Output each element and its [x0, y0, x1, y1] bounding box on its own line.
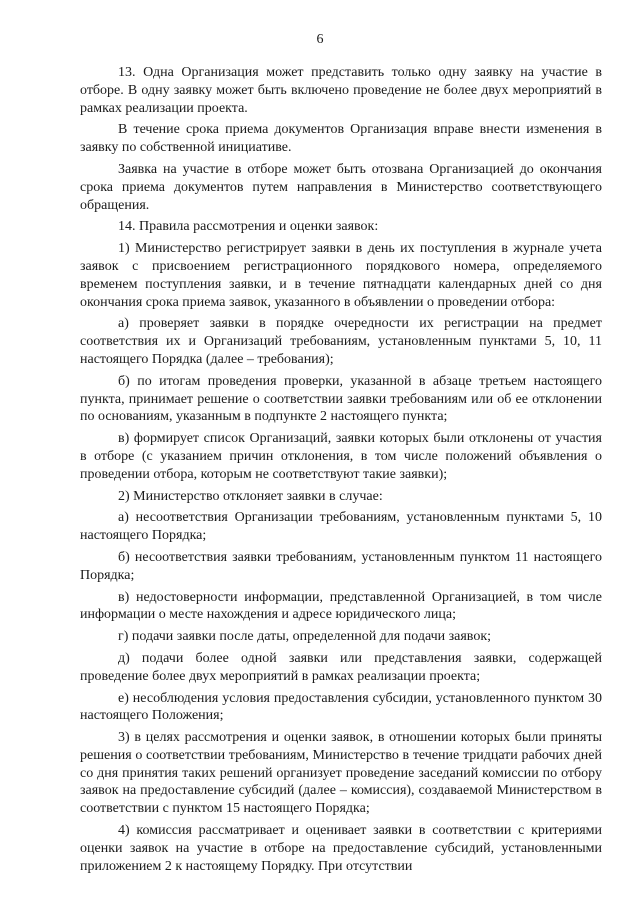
paragraph-2a: а) несоответствия Организации требованиям, установленным пунктами 5, 10 настоящего Порядка;	[80, 510, 602, 544]
paragraph-2b: б) несоответствия заявки требованиям, установленным пунктом 11 настоящего Порядка;	[80, 549, 602, 583]
paragraph-amend-application: В течение срока приема документов Организация вправе внести изменения в заявку по собственной инициативе.	[80, 122, 602, 156]
paragraph-1-registration: 1) Министерство регистрирует заявки в день их поступления в журнале учета заявок с присвоением регистрационного порядкового номера, определяемого временем поступления заявки, и в течение пятнадцати календарных дней со дня окончания срока приема заявок, указанного в объявлении о проведении отбора:	[80, 241, 602, 310]
paragraph-2d: г) подачи заявки после даты, определенной для подачи заявок;	[118, 629, 492, 645]
paragraph-2e: д) подачи более одной заявки или представления заявки, содержащей проведение более двух мероприятий в рамках реализации проекта;	[80, 650, 602, 684]
paragraph-2c: в) недостоверности информации, представленной Организацией, в том числе информации о месте нахождения и адресе юридического лица;	[80, 589, 602, 623]
paragraph-14-review-rules: 14. Правила рассмотрения и оценки заявок:	[118, 219, 379, 235]
paragraph-withdraw-application: Заявка на участие в отборе может быть отозвана Организацией до окончания срока приема документов путем направления в Министерство соответствующего обращения.	[80, 161, 602, 213]
page-number: 6	[316, 32, 324, 47]
paragraph-4-evaluation: 4) комиссия рассматривает и оценивает заявки в соответствии с критериями оценки заявок на участие в отборе на предоставление субсидий, установленными приложением 2 к настоящему Порядку. При отсутствии	[80, 823, 602, 874]
paragraph-3-commission: 3) в целях рассмотрения и оценки заявок, в отношении которых были приняты решения о соответствии требованиям, Министерство в течение тридцати рабочих дней со дня принятия таких решений организует проведение заседаний комиссии по отбору заявок на предоставление субсидий (далее – комиссия), создаваемой Министерством в соответствии с пунктом 15 настоящего Порядка;	[80, 730, 602, 817]
paragraph-2f: е) несоблюдения условия предоставления субсидии, установленного пунктом 30 настоящего Положения;	[80, 690, 602, 724]
paragraph-1a-check: а) проверяет заявки в порядке очередности их регистрации на предмет соответствия их и Организаций требованиям, установленным пунктами 5, 10, 11 настоящего Порядка (далее – требования);	[80, 316, 602, 367]
document-body	[80, 64, 602, 879]
paragraph-2-rejection-cases: 2) Министерство отклоняет заявки в случае:	[118, 488, 383, 504]
paragraph-13-one-application: 13. Одна Организация может представить только одну заявку на участие в отборе. В одну заявку может быть включено проведение не более двух мероприятий в рамках реализации проекта.	[80, 65, 602, 116]
paragraph-1c-rejected-list: в) формирует список Организаций, заявки которых были отклонены от участия в отборе (с указанием причин отклонения, в том числе положений объявления о проведении отбора, которым не соответствуют такие заявки);	[80, 431, 602, 482]
paragraph-1b-decision: б) по итогам проведения проверки, указанной в абзаце третьем настоящего пункта, принимает решение о соответствии заявки требованиям или об ее отклонении по основаниям, указанным в подпункте 2 настоящего пункта;	[80, 373, 602, 425]
